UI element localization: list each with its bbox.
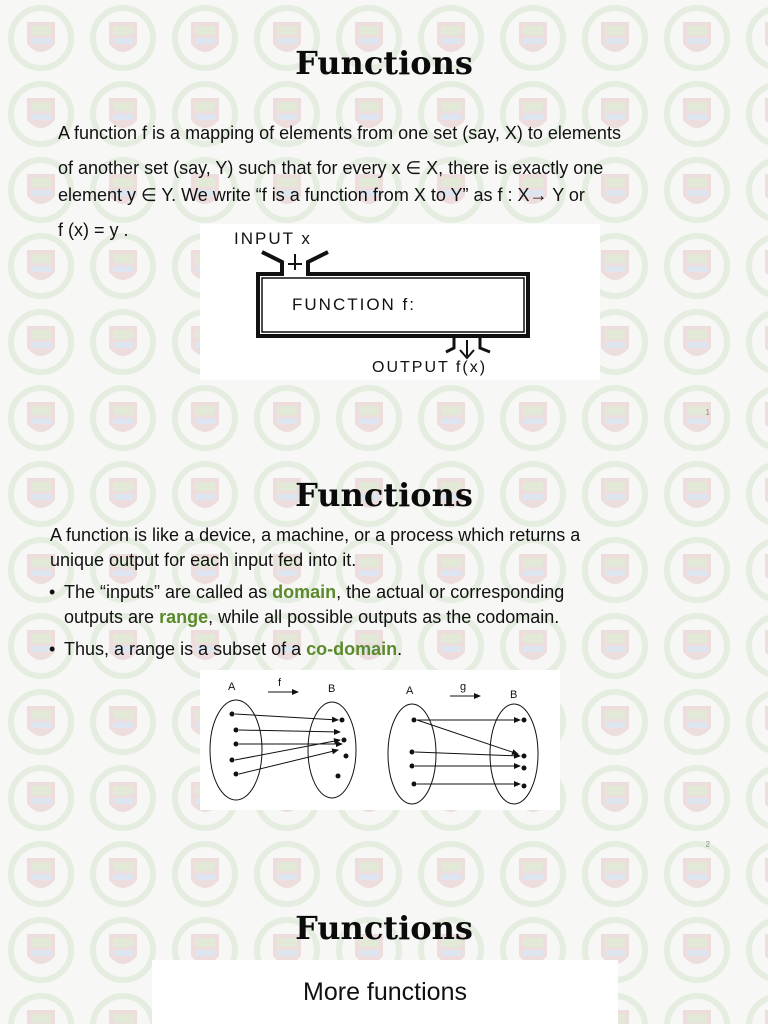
slide-3-title: Functions xyxy=(295,909,473,947)
term-range: range xyxy=(159,607,209,627)
term-domain: domain xyxy=(272,582,337,602)
bullet-codomain: • Thus, a range is a subset of a co-domain. xyxy=(64,637,724,662)
bullet-dot: • xyxy=(49,582,56,602)
domain-label: A xyxy=(406,685,414,697)
codomain-label: B xyxy=(328,683,336,695)
mapping-diagram-f xyxy=(204,674,364,806)
arrow-label: g xyxy=(460,681,467,693)
slide-2-intro xyxy=(50,523,730,573)
slide-1-title: Functions xyxy=(295,44,473,82)
slide-3-subtitle-box xyxy=(152,960,618,1024)
domain-label: A xyxy=(228,681,236,693)
mapping-diagram-g xyxy=(380,674,550,806)
intro-line: A function is like a device, a machine, or a process which returns a xyxy=(50,525,581,545)
codomain-label: B xyxy=(510,689,518,701)
output-label: OUTPUT f(x) xyxy=(372,359,488,376)
slide-1-page-number: 1 xyxy=(705,408,710,417)
paragraph-line: f (x) = y . xyxy=(58,220,129,240)
intro-line: unique output for each input fed into it. xyxy=(50,550,357,570)
bullet-line: The “inputs” are called as domain, the actual or corresponding xyxy=(64,582,565,602)
slide-2-title: Functions xyxy=(295,476,473,514)
arrow-label: f xyxy=(278,677,282,689)
function-label: FUNCTION f: xyxy=(292,295,416,314)
input-label: INPUT x xyxy=(234,229,312,248)
paragraph-line: A function f is a mapping of elements from one set (say, X) to elements xyxy=(58,123,621,143)
bullet-domain-range xyxy=(49,580,724,630)
bullet-dot: • xyxy=(49,639,56,659)
paragraph-line: element y ∈ Y. We write “f is a function from X to Y” as f : X→ Y or xyxy=(58,185,585,205)
slide-3-subtitle: More functions xyxy=(303,978,467,1006)
bullet-line: outputs are range, while all possible outputs as the codomain. xyxy=(64,607,560,627)
paragraph-line: of another set (say, Y) such that for every x ∈ X, there is exactly one xyxy=(58,158,604,178)
term-codomain: co-domain xyxy=(306,639,398,659)
slide-2-page-number: 2 xyxy=(705,840,710,849)
